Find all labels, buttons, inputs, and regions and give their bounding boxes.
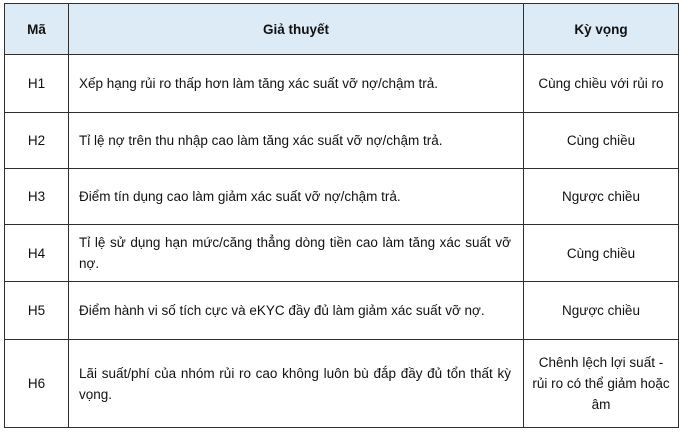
header-hypothesis: Giả thuyết bbox=[69, 4, 524, 55]
row-expectation: Ngược chiều bbox=[524, 169, 679, 225]
row-hypothesis: Tỉ lệ nợ trên thu nhập cao làm tăng xác suất vỡ nợ/chậm trả. bbox=[69, 113, 524, 169]
row-hypothesis: Điểm tín dụng cao làm giảm xác suất vỡ nợ/chậm trả. bbox=[69, 169, 524, 225]
table-header bbox=[5, 4, 679, 55]
table-row bbox=[5, 340, 679, 428]
row-code: H3 bbox=[5, 169, 69, 225]
row-expectation: Cùng chiều bbox=[524, 113, 679, 169]
table-row bbox=[5, 55, 679, 113]
row-hypothesis: Điểm hành vi số tích cực và eKYC đầy đủ làm giảm xác suất vỡ nợ. bbox=[69, 282, 524, 340]
header-row bbox=[5, 4, 679, 55]
table-row bbox=[5, 282, 679, 340]
row-code: H6 bbox=[5, 340, 69, 428]
header-code: Mã bbox=[5, 4, 69, 55]
row-expectation: Cùng chiều bbox=[524, 225, 679, 282]
hypotheses-table bbox=[4, 3, 679, 428]
row-hypothesis: Xếp hạng rủi ro thấp hơn làm tăng xác suất vỡ nợ/chậm trả. bbox=[69, 55, 524, 113]
table-row bbox=[5, 169, 679, 225]
header-expectation: Kỳ vọng bbox=[524, 4, 679, 55]
table-row bbox=[5, 225, 679, 282]
table-body bbox=[5, 55, 679, 428]
row-hypothesis: Lãi suất/phí của nhóm rủi ro cao không luôn bù đắp đầy đủ tổn thất kỳ vọng. bbox=[69, 340, 524, 428]
row-code: H1 bbox=[5, 55, 69, 113]
table-row bbox=[5, 113, 679, 169]
row-hypothesis: Tỉ lệ sử dụng hạn mức/căng thẳng dòng tiền cao làm tăng xác suất vỡ nợ. bbox=[69, 225, 524, 282]
row-code: H5 bbox=[5, 282, 69, 340]
row-code: H4 bbox=[5, 225, 69, 282]
row-expectation: Cùng chiều với rủi ro bbox=[524, 55, 679, 113]
row-expectation: Chênh lệch lợi suất - rủi ro có thể giảm hoặc âm bbox=[524, 340, 679, 428]
row-expectation: Ngược chiều bbox=[524, 282, 679, 340]
row-code: H2 bbox=[5, 113, 69, 169]
